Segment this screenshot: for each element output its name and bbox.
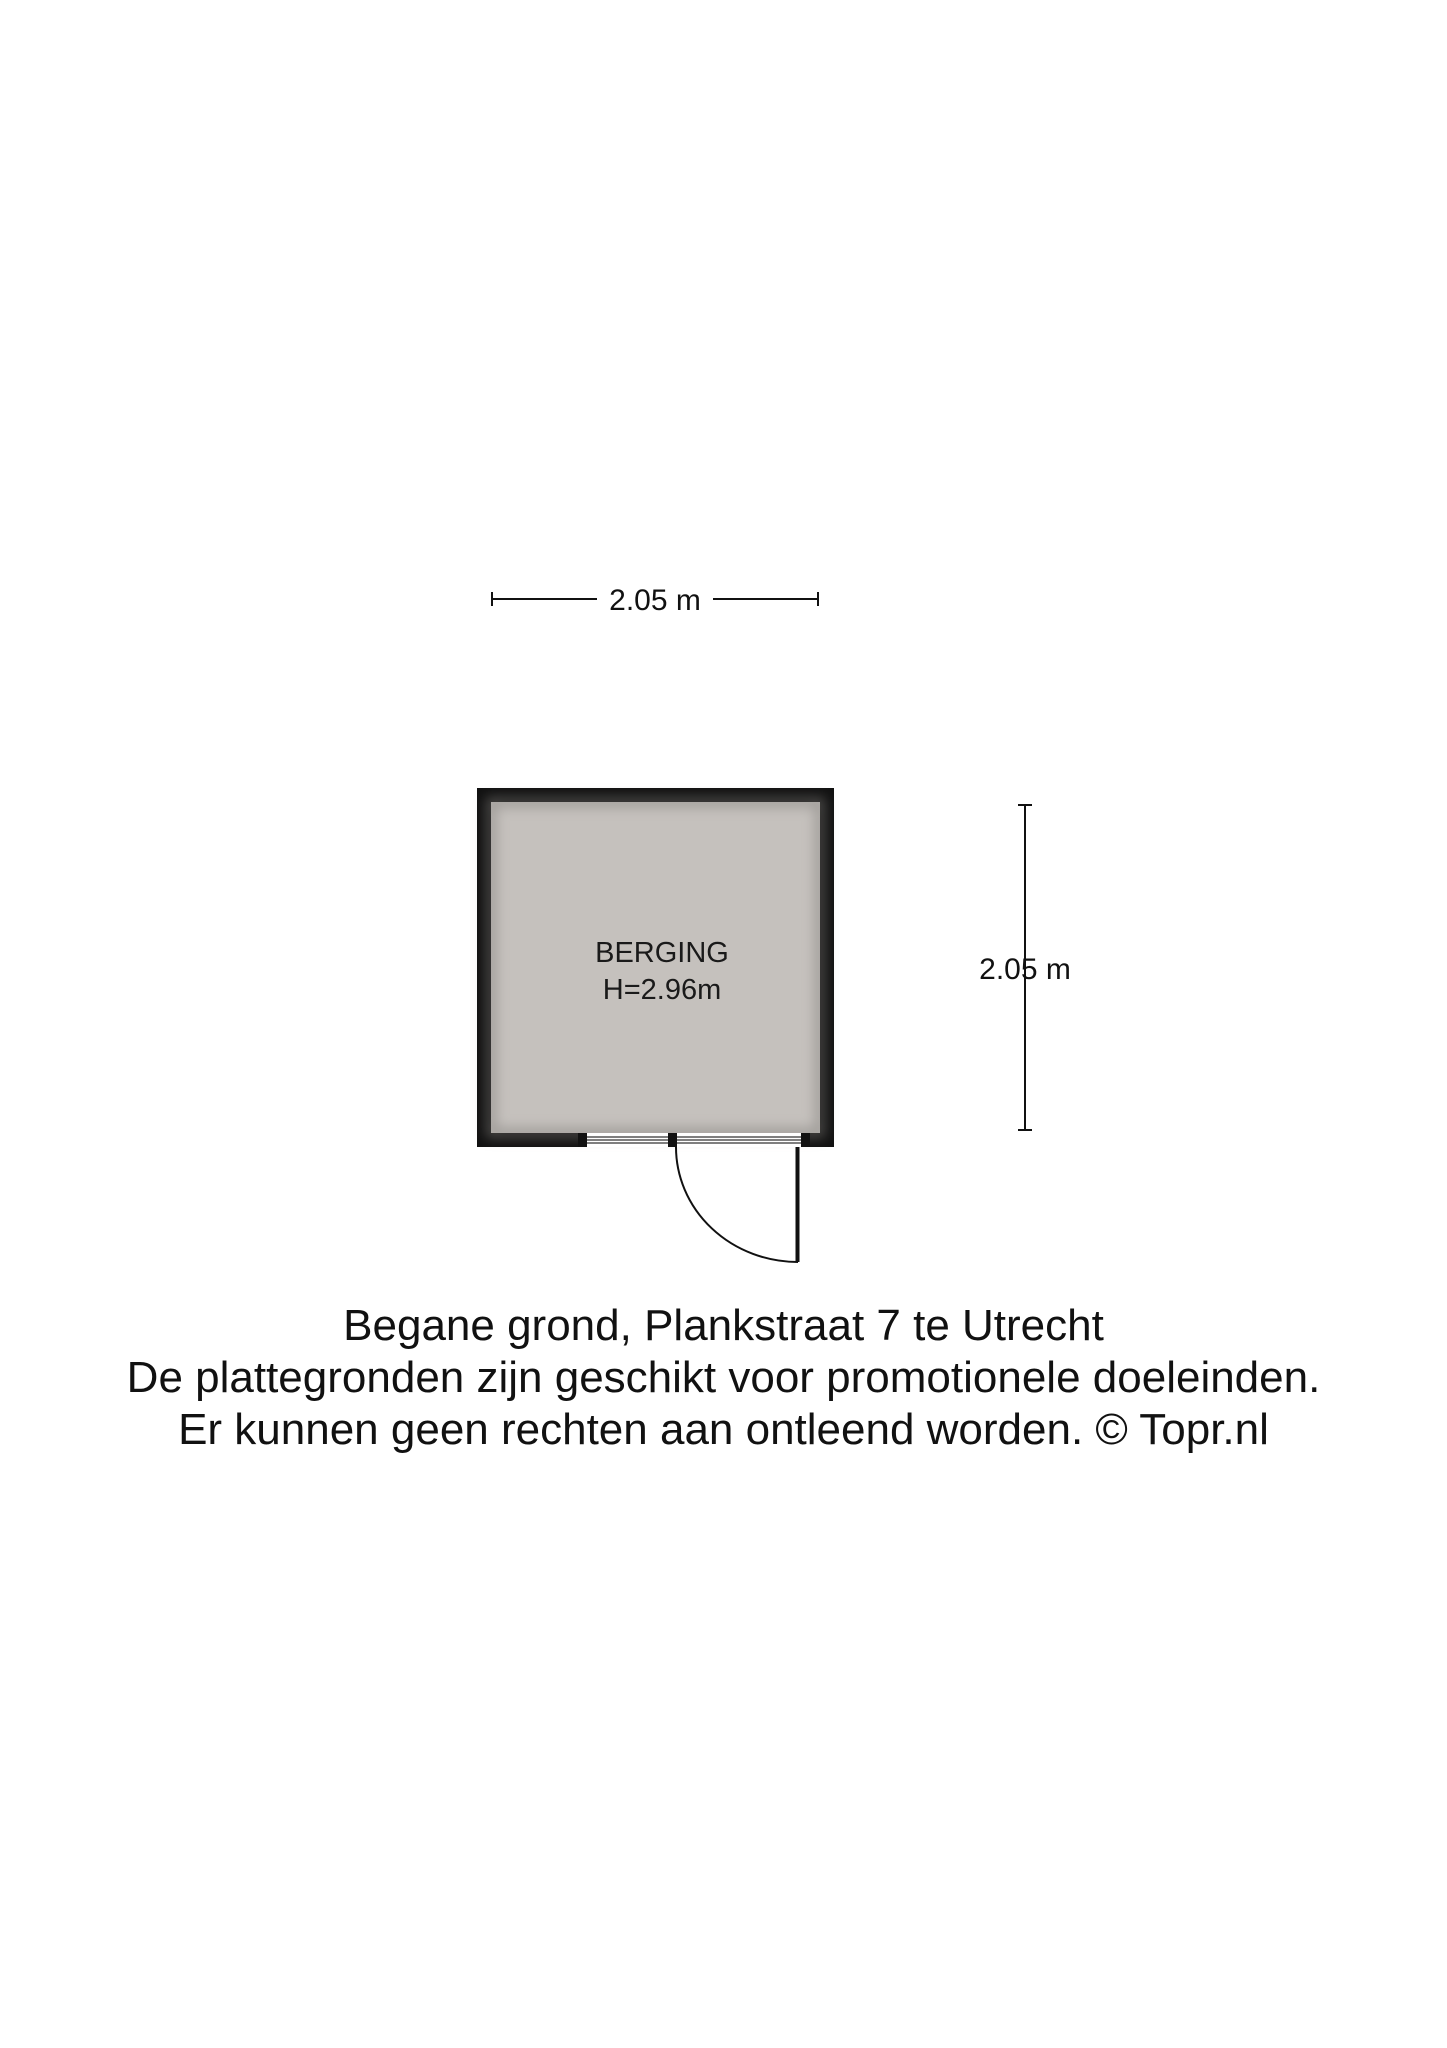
caption-disclaimer-2: Er kunnen geen rechten aan ontleend worden. © Topr.nl <box>178 1405 1269 1454</box>
room-height: H=2.96m <box>602 974 722 1006</box>
width-dimension <box>492 584 818 617</box>
depth-dimension-label: 2.05 m <box>979 953 1071 986</box>
room-name: BERGING <box>595 937 729 969</box>
caption-disclaimer-1: De plattegronden zijn geschikt voor promotionele doeleinden. <box>126 1353 1321 1402</box>
caption-title: Begane grond, Plankstraat 7 te Utrecht <box>343 1301 1104 1350</box>
door-swing <box>676 1147 798 1262</box>
width-dimension-label: 2.05 m <box>609 584 701 617</box>
floor-plan-caption <box>0 1300 1447 1456</box>
room-berging <box>477 788 834 1262</box>
door-opening <box>578 1133 810 1147</box>
depth-dimension <box>979 805 1071 1130</box>
